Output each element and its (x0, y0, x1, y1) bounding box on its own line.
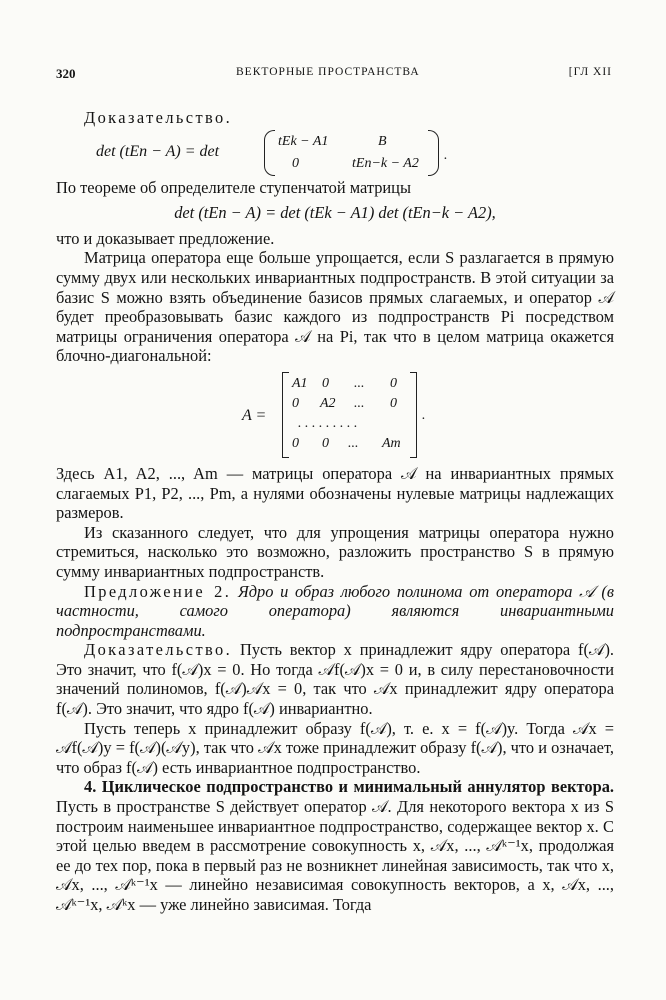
det-m21: 0 (292, 155, 299, 171)
paragraph-6: Пусть вектор x принадлежит ядру оператора f(𝒜). Это значит, что f(𝒜)x = 0. Но тогда 𝒜f(𝒜)x = 0 и, в силу перестановочности значений полиномов, f(𝒜)𝒜x = 0, так что 𝒜x принадлежит ядру оператора f(𝒜). Это значит, что ядро f(𝒜) инвариантно. (56, 640, 614, 719)
block-right-bracket (410, 372, 417, 458)
page-body (56, 108, 614, 915)
paragraph-5: Из сказанного следует, что для упрощения матрицы оператора нужно стремиться, насколько это возможно, разложить пространство S в прямую сумму инвариантных подпространств. (56, 522, 614, 581)
block-r4c4: Am (382, 435, 401, 451)
det-lhs: det (tEn − A) = det (96, 142, 220, 160)
paragraph-1: По теореме об определителе ступенчатой матрицы (56, 177, 411, 197)
det-formula-1 (56, 128, 614, 178)
block-r1c2: 0 (322, 375, 329, 391)
block-r3: . . . . . . . . . (298, 415, 358, 431)
block-r1c4: 0 (390, 375, 397, 391)
block-r1c1: A1 (292, 375, 308, 391)
block-r1c3: ... (354, 375, 365, 391)
block-left-bracket (282, 372, 289, 458)
det-m22: tEn−k − A2 (352, 155, 419, 171)
block-r2c3: ... (354, 395, 365, 411)
det-end: . (444, 147, 448, 163)
block-r4c3: ... (348, 435, 359, 451)
block-r4c1: 0 (292, 435, 299, 451)
proposition-label: Предложение 2. (84, 581, 232, 601)
page-number: 320 (56, 66, 76, 81)
paragraph-4: Здесь A1, A2, ..., Am — матрицы оператора 𝒜 на инвариантных прямых слагаемых P1, P2, ..., Pm, а нулями обозначены нулевые матрицы надлежащих размеров. (56, 463, 614, 523)
det-m11: tEk − A1 (278, 133, 329, 149)
paragraph-8: Пусть в пространстве S действует оператор 𝒜. Для некоторого вектора x из S построим наименьшее инвариантное подпространство, содержащее вектор x. С этой целью введем в рассмотрение совокупность x, 𝒜x, ..., 𝒜ᵏ⁻¹x, продолжая ее до тех пор, пока в первый раз не возникнет линейная зависимость, так что x, 𝒜x, ..., 𝒜ᵏ⁻¹x — линейно независимая совокупность векторов, а x, 𝒜x, ..., 𝒜ᵏ⁻¹x, 𝒜ᵏx — уже линейно зависимая. Тогда (56, 797, 614, 914)
block-r4c2: 0 (322, 435, 329, 451)
block-matrix (56, 370, 614, 462)
det-m12: B (378, 133, 387, 149)
paragraph-3: Матрица оператора еще больше упрощается, если S разлагается в прямую сумму двух или нескольких инвариантных подпространств. В этой ситуации за базис S можно взять объединение базисов прямых слагаемых, и оператор 𝒜 будет преобразовывать базис каждого из подпространств Pi посредством матрицы ограничения оператора 𝒜 на Pi, так что в целом матрица окажется блочно-диагональной: (56, 248, 614, 366)
block-end: . (422, 407, 426, 423)
paragraph-2: что и доказывает предложение. (56, 228, 275, 248)
proposition-text: Ядро и образ любого полинома от оператора 𝒜 (в частности, самого оператора) являются инвариантными подпространствами. (56, 581, 614, 640)
proof-2-label: Доказательство. (84, 640, 233, 660)
block-lhs: A = (242, 406, 267, 424)
det-formula-2: det (tEn − A) = det (tEk − A1) det (tEn−k − A2), (174, 203, 496, 223)
proof-label: Доказательство. (84, 108, 233, 127)
right-paren (428, 130, 439, 176)
left-paren (264, 130, 275, 176)
paragraph-7: Пусть теперь x принадлежит образу f(𝒜), т. е. x = f(𝒜)y. Тогда 𝒜x = 𝒜f(𝒜)y = f(𝒜)(𝒜y), так что 𝒜x тоже принадлежит образу f(𝒜), что и означает, что образ f(𝒜) есть инвариантное подпространство. (56, 718, 614, 777)
block-r2c1: 0 (292, 395, 299, 411)
running-title: ВЕКТОРНЫЕ ПРОСТРАНСТВА (236, 66, 420, 78)
proof-2 (56, 640, 614, 718)
block-r2c4: 0 (390, 395, 397, 411)
block-r2c2: A2 (320, 395, 336, 411)
section-4 (56, 777, 614, 914)
section-title: 4. Циклическое подпространство и минимальный аннулятор вектора. (84, 777, 614, 797)
chapter-label: [ГЛ XII (568, 66, 612, 78)
running-header (56, 66, 612, 84)
proposition-2 (56, 582, 614, 641)
